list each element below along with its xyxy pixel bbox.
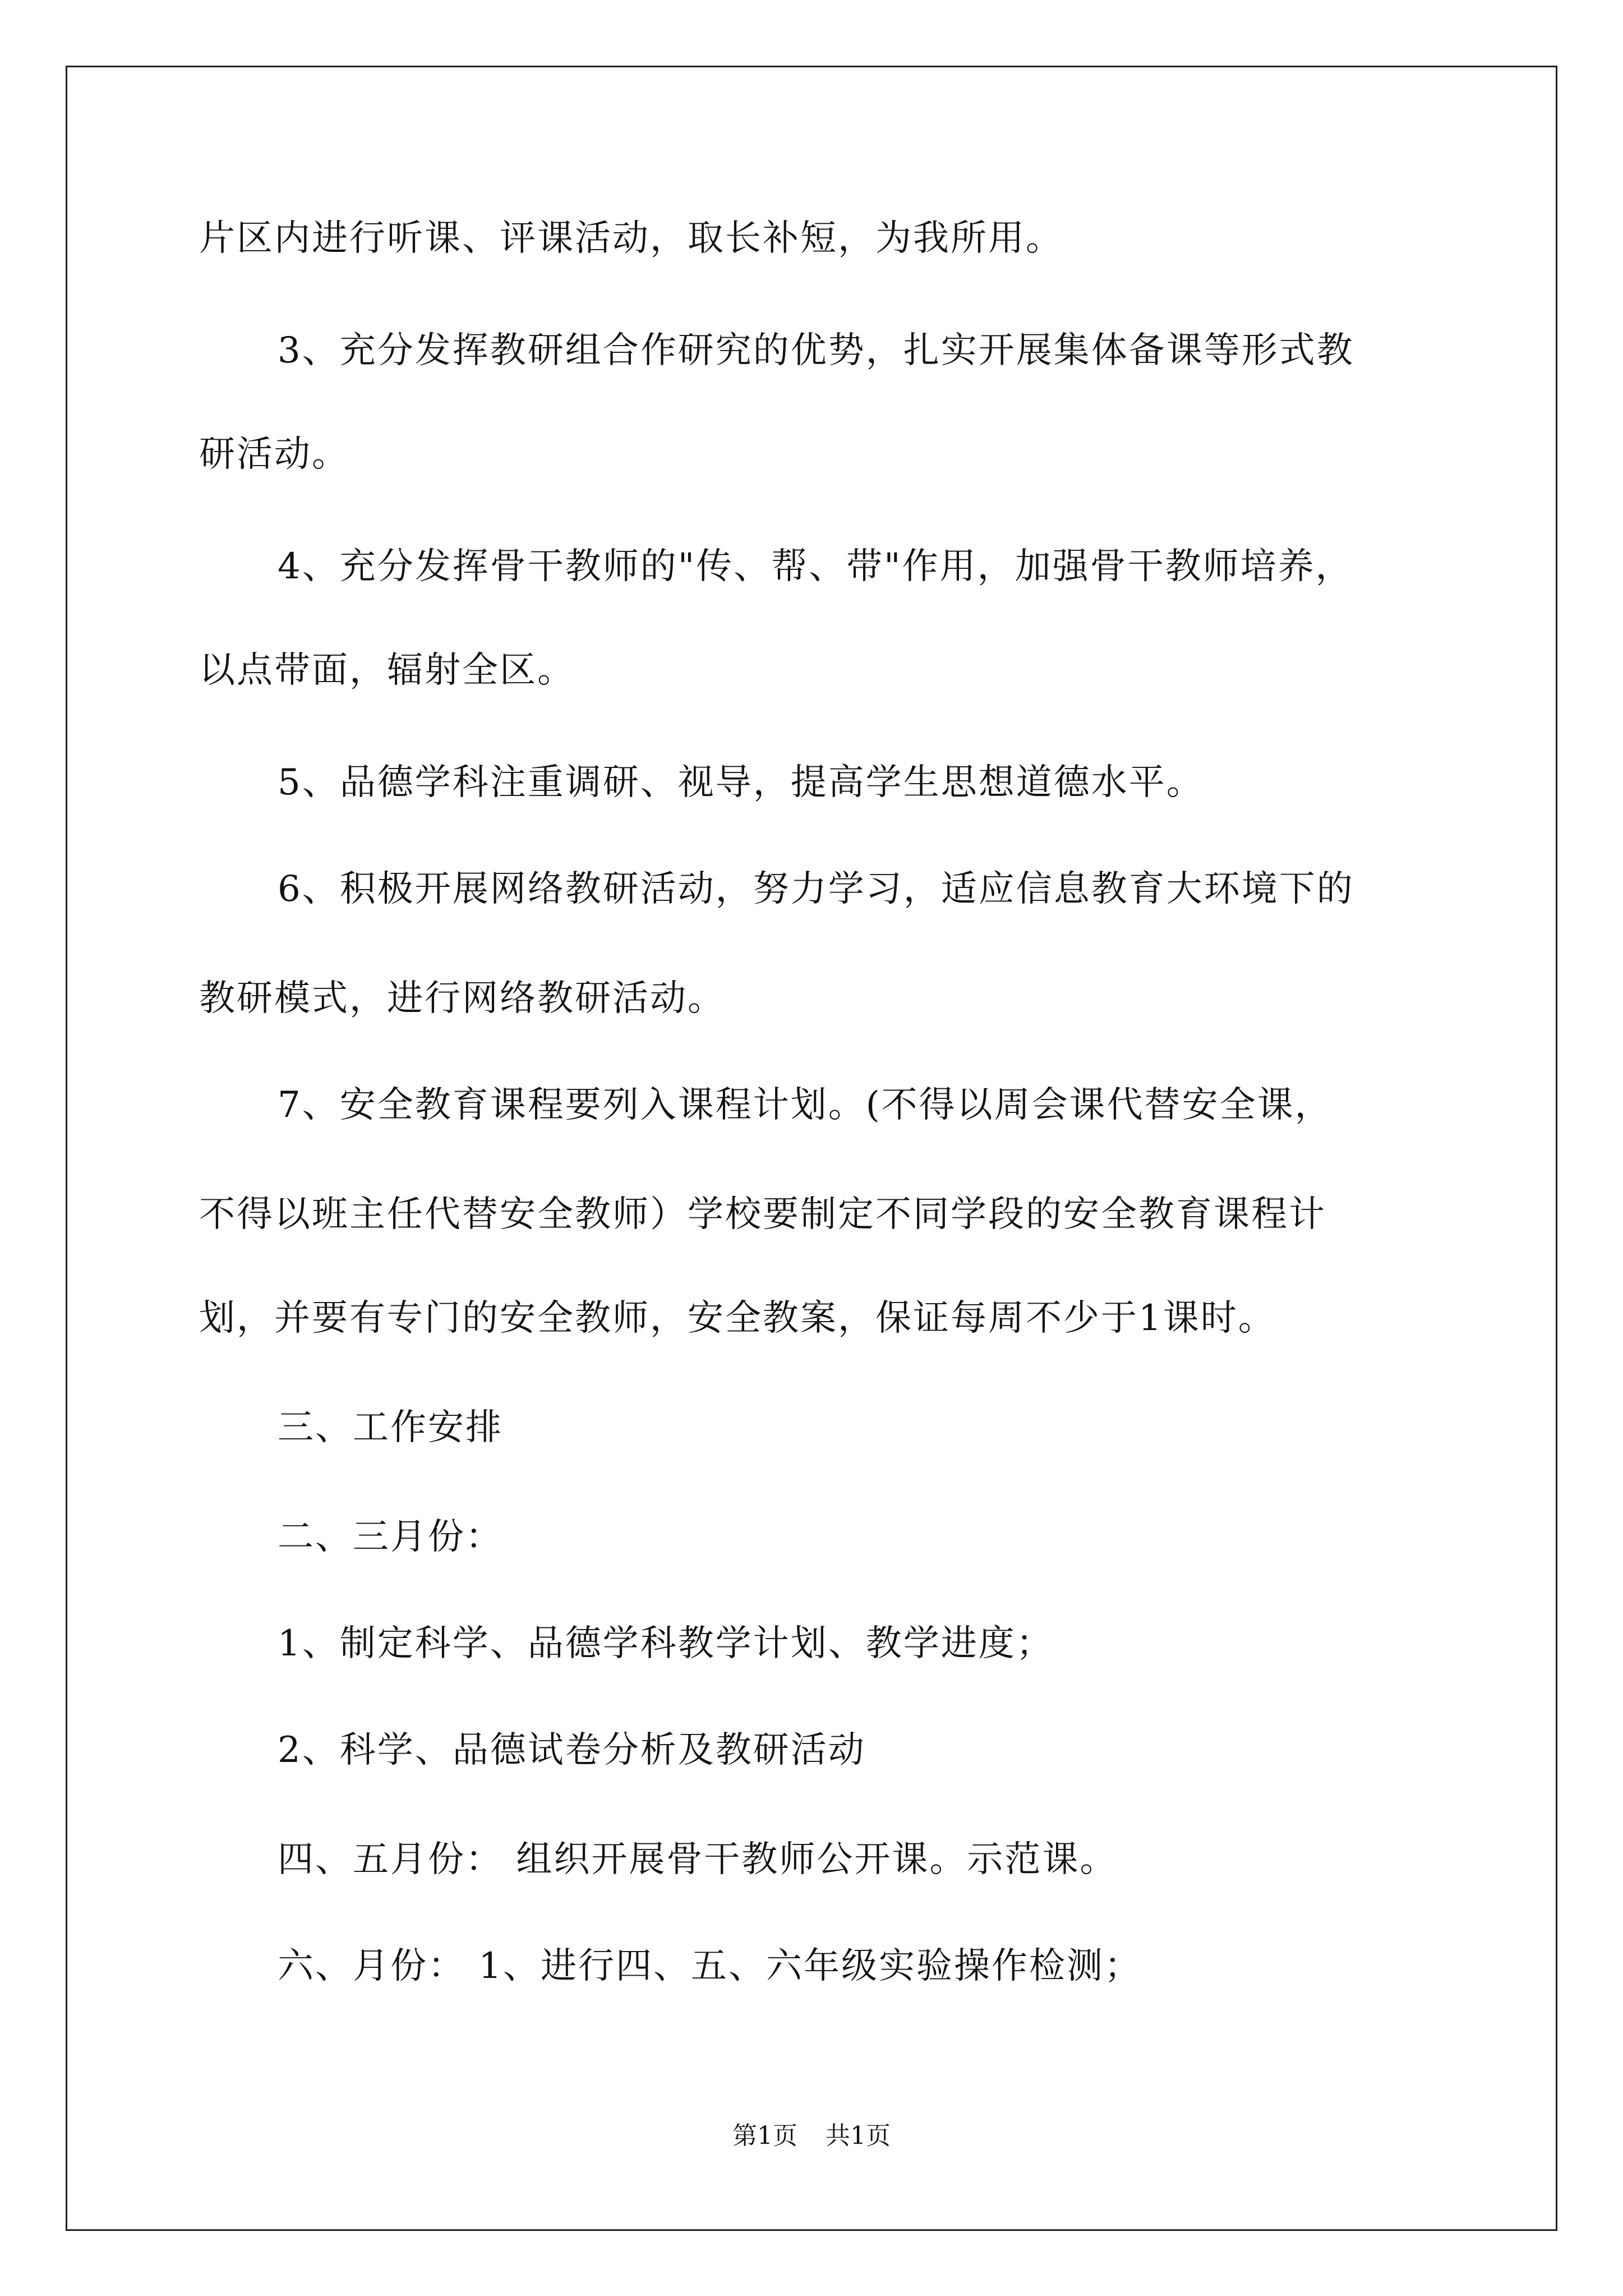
text-line-15: 2、科学、品德试卷分析及教研活动: [278, 1729, 866, 1771]
text-line-1: 片区内进行听课、评课活动，取长补短，为我所用。: [199, 218, 1063, 259]
text-line-5: 以点带面，辐射全区。: [199, 650, 575, 691]
text-line-4: 4、充分发挥骨干教师的"传、帮、带"作用，加强骨干教师培养，: [278, 546, 1353, 587]
text-line-13: 二、三月份：: [278, 1516, 503, 1558]
text-line-6: 5、品德学科注重调研、视导，提高学生思想道德水平。: [278, 762, 1204, 803]
text-line-2: 3、充分发挥教研组合作研究的优势，扎实开展集体备课等形式教: [278, 330, 1354, 371]
page-total: 共1页: [826, 2122, 891, 2150]
section-heading: 三、工作安排: [278, 1407, 503, 1448]
text-line-17: 六、月份： 1、进行四、五、六年级实验操作检测；: [278, 1945, 1142, 1987]
text-line-11: 划，并要有专门的安全教师，安全教案，保证每周不少于1课时。: [199, 1297, 1276, 1339]
text-line-16: 四、五月份： 组织开展骨干教师公开课。示范课。: [278, 1839, 1118, 1880]
text-line-14: 1、制定科学、品德学科教学计划、教学进度；: [278, 1623, 1054, 1664]
text-line-8: 教研模式，进行网络教研活动。: [199, 978, 725, 1019]
text-line-10: 不得以班主任代替安全教师）学校要制定不同学段的安全教育课程计: [199, 1194, 1326, 1235]
text-line-3: 研活动。: [199, 434, 349, 475]
page-footer: [0, 2119, 1623, 2153]
page-border: [66, 66, 1557, 2231]
page-number: 第1页: [732, 2122, 797, 2150]
text-line-7: 6、积极开展网络教研活动，努力学习，适应信息教育大环境下的: [278, 868, 1354, 910]
text-line-9: 7、安全教育课程要列入课程计划。(不得以周会课代替安全课，: [278, 1084, 1332, 1126]
